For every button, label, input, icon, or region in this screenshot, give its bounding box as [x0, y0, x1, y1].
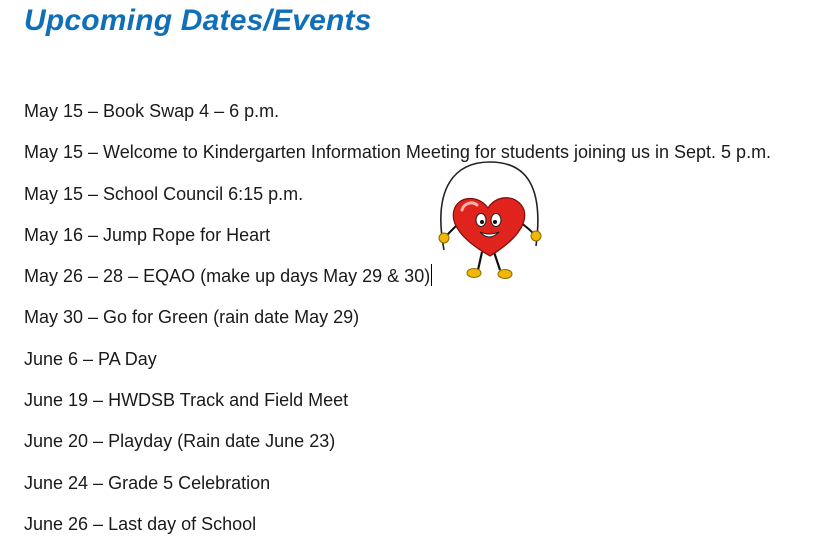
event-item [24, 223, 771, 264]
event-text: May 26 – 28 – EQAO (make up days May 29 & 30) [24, 266, 431, 287]
event-text: May 15 – Welcome to Kindergarten Information Meeting for students joining us in Sept. 5 p.m. [24, 142, 772, 163]
event-item [24, 264, 771, 305]
event-text: June 19 – HWDSB Track and Field Meet [24, 390, 349, 411]
events-list [24, 99, 771, 553]
event-text: May 16 – Jump Rope for Heart [24, 224, 271, 245]
jump-rope-heart-icon [432, 156, 548, 288]
page-title: Upcoming Dates/Events [24, 4, 372, 37]
event-text: May 30 – Go for Green (rain date May 29) [24, 307, 360, 328]
event-text: May 15 – School Council 6:15 p.m. [24, 183, 304, 204]
event-text: May 15 – Book Swap 4 – 6 p.m. [24, 101, 280, 121]
event-item [24, 182, 771, 223]
event-item [24, 471, 771, 512]
event-item [24, 305, 771, 346]
event-text: June 20 – Playday (Rain date June 23) [24, 431, 336, 452]
event-item [24, 388, 771, 429]
left-pupil [480, 220, 484, 224]
event-item [24, 512, 771, 553]
right-pupil [493, 220, 497, 224]
event-text: June 24 – Grade 5 Celebration [24, 472, 271, 493]
right-eye [491, 214, 501, 227]
left-hand [439, 233, 449, 243]
right-hand [531, 231, 541, 241]
event-item [24, 347, 771, 388]
right-leg [494, 252, 500, 270]
left-leg [478, 252, 482, 270]
event-text: June 26 – Last day of School [24, 513, 257, 534]
right-shoe [498, 270, 512, 279]
event-item [24, 140, 771, 181]
event-item [24, 429, 771, 470]
event-item [24, 99, 771, 140]
left-shoe [467, 269, 481, 278]
left-eye [476, 214, 486, 227]
event-text: June 6 – PA Day [24, 348, 157, 369]
